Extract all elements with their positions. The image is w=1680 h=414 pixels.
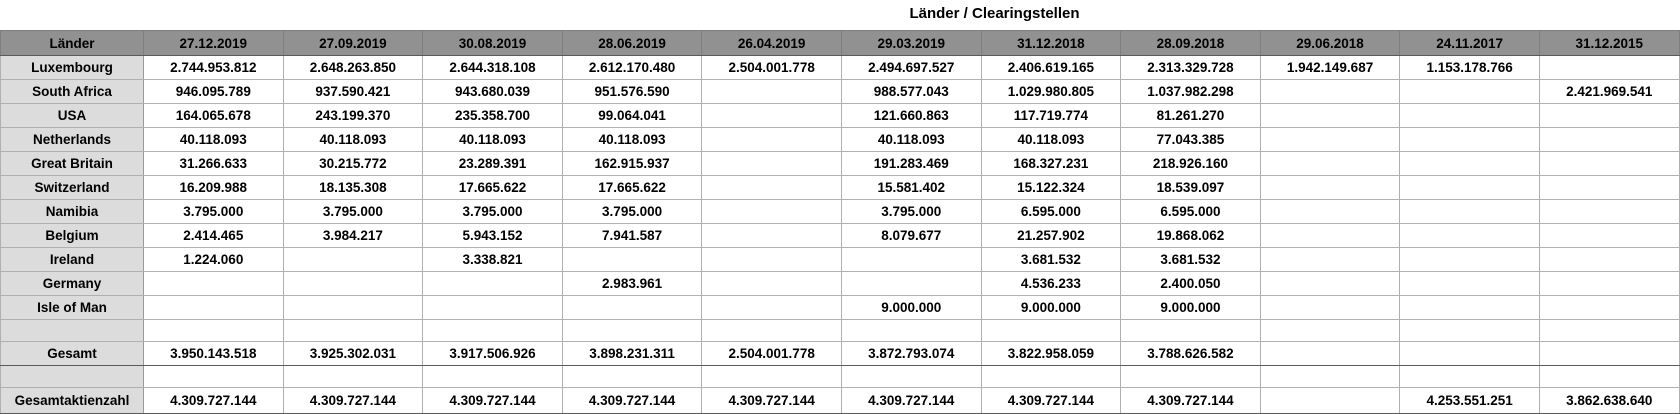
table-cell: 4.309.727.144 bbox=[562, 388, 702, 414]
table-cell bbox=[1539, 152, 1679, 176]
table-row bbox=[1, 388, 1680, 414]
table-cell bbox=[1539, 104, 1679, 128]
table-cell bbox=[1260, 388, 1400, 414]
table-row bbox=[1, 224, 1680, 248]
table-cell bbox=[1539, 200, 1679, 224]
table-cell bbox=[702, 200, 842, 224]
table-cell: 15.122.324 bbox=[981, 176, 1121, 200]
table-cell bbox=[702, 152, 842, 176]
row-label: South Africa bbox=[1, 80, 144, 104]
table-cell bbox=[1121, 320, 1261, 342]
table-cell: 21.257.902 bbox=[981, 224, 1121, 248]
table-cell bbox=[1400, 128, 1540, 152]
table-cell bbox=[702, 80, 842, 104]
table-cell: 3.795.000 bbox=[144, 200, 284, 224]
table-row bbox=[1, 56, 1680, 80]
table-cell: 9.000.000 bbox=[841, 296, 981, 320]
table-cell bbox=[1539, 296, 1679, 320]
table-cell: 99.064.041 bbox=[562, 104, 702, 128]
row-label: Germany bbox=[1, 272, 144, 296]
table-cell: 121.660.863 bbox=[841, 104, 981, 128]
table-cell bbox=[562, 296, 702, 320]
table-cell: 4.309.727.144 bbox=[423, 388, 563, 414]
table-cell: 8.079.677 bbox=[841, 224, 981, 248]
table-cell: 3.788.626.582 bbox=[1121, 342, 1261, 366]
table-cell: 2.313.329.728 bbox=[1121, 56, 1261, 80]
table-row bbox=[1, 128, 1680, 152]
table-cell bbox=[283, 296, 423, 320]
table-cell: 3.681.532 bbox=[981, 248, 1121, 272]
table-cell: 4.309.727.144 bbox=[702, 388, 842, 414]
table-cell bbox=[1121, 366, 1261, 388]
table-cell: 30.215.772 bbox=[283, 152, 423, 176]
table-cell bbox=[702, 296, 842, 320]
table-cell: 1.942.149.687 bbox=[1260, 56, 1400, 80]
column-header-date[interactable]: 30.08.2019 bbox=[423, 31, 563, 56]
row-label bbox=[1, 366, 144, 388]
table-cell: 17.665.622 bbox=[423, 176, 563, 200]
row-label: Gesamtaktienzahl bbox=[1, 388, 144, 414]
table-cell bbox=[1539, 320, 1679, 342]
page-title: Länder / Clearingstellen bbox=[909, 5, 1080, 22]
table-cell: 4.309.727.144 bbox=[841, 388, 981, 414]
table-row bbox=[1, 272, 1680, 296]
table-cell: 164.065.678 bbox=[144, 104, 284, 128]
table-cell: 218.926.160 bbox=[1121, 152, 1261, 176]
table-cell bbox=[841, 272, 981, 296]
table-cell: 18.539.097 bbox=[1121, 176, 1261, 200]
table-cell: 2.406.619.165 bbox=[981, 56, 1121, 80]
row-label: Luxembourg bbox=[1, 56, 144, 80]
table-body bbox=[1, 56, 1680, 414]
table-cell bbox=[702, 104, 842, 128]
table-cell bbox=[562, 248, 702, 272]
table-cell: 1.029.980.805 bbox=[981, 80, 1121, 104]
table-cell: 168.327.231 bbox=[981, 152, 1121, 176]
table-cell: 81.261.270 bbox=[1121, 104, 1261, 128]
row-label: USA bbox=[1, 104, 144, 128]
table-cell bbox=[562, 320, 702, 342]
table-header-row bbox=[1, 31, 1680, 56]
table-cell: 243.199.370 bbox=[283, 104, 423, 128]
table-row bbox=[1, 296, 1680, 320]
table-cell: 1.037.982.298 bbox=[1121, 80, 1261, 104]
table-cell bbox=[283, 320, 423, 342]
column-header-date[interactable]: 29.06.2018 bbox=[1260, 31, 1400, 56]
table-cell: 3.984.217 bbox=[283, 224, 423, 248]
table-cell: 3.795.000 bbox=[423, 200, 563, 224]
column-header-date[interactable]: 27.12.2019 bbox=[144, 31, 284, 56]
table-cell: 16.209.988 bbox=[144, 176, 284, 200]
column-header-date[interactable]: 24.11.2017 bbox=[1400, 31, 1540, 56]
table-cell: 3.681.532 bbox=[1121, 248, 1261, 272]
table-cell bbox=[1539, 224, 1679, 248]
table-cell bbox=[981, 320, 1121, 342]
table-cell: 2.400.050 bbox=[1121, 272, 1261, 296]
table-cell: 6.595.000 bbox=[1121, 200, 1261, 224]
row-label: Gesamt bbox=[1, 342, 144, 366]
column-header-date[interactable]: 31.12.2015 bbox=[1539, 31, 1679, 56]
table-cell: 943.680.039 bbox=[423, 80, 563, 104]
table-cell bbox=[1539, 56, 1679, 80]
table-cell: 2.504.001.778 bbox=[702, 56, 842, 80]
table-cell: 117.719.774 bbox=[981, 104, 1121, 128]
table-cell: 1.153.178.766 bbox=[1400, 56, 1540, 80]
table-cell bbox=[981, 366, 1121, 388]
table-cell bbox=[423, 320, 563, 342]
table-cell bbox=[1260, 176, 1400, 200]
table-cell bbox=[1260, 272, 1400, 296]
table-cell: 4.309.727.144 bbox=[981, 388, 1121, 414]
table-cell bbox=[1260, 320, 1400, 342]
table-cell: 4.309.727.144 bbox=[1121, 388, 1261, 414]
column-header-date[interactable]: 29.03.2019 bbox=[841, 31, 981, 56]
table-cell: 15.581.402 bbox=[841, 176, 981, 200]
table-cell bbox=[1260, 104, 1400, 128]
table-cell bbox=[1400, 296, 1540, 320]
table-cell: 2.421.969.541 bbox=[1539, 80, 1679, 104]
table-cell: 2.983.961 bbox=[562, 272, 702, 296]
table-cell bbox=[562, 366, 702, 388]
table-cell: 3.795.000 bbox=[841, 200, 981, 224]
table-cell: 5.943.152 bbox=[423, 224, 563, 248]
table-cell: 2.648.263.850 bbox=[283, 56, 423, 80]
table-cell: 2.644.318.108 bbox=[423, 56, 563, 80]
table-cell bbox=[1260, 152, 1400, 176]
table-cell: 19.868.062 bbox=[1121, 224, 1261, 248]
table-cell: 191.283.469 bbox=[841, 152, 981, 176]
table-cell bbox=[702, 248, 842, 272]
table-cell: 40.118.093 bbox=[423, 128, 563, 152]
table-spacer-row bbox=[1, 366, 1680, 388]
table-cell: 7.941.587 bbox=[562, 224, 702, 248]
table-cell bbox=[1400, 342, 1540, 366]
table-cell: 40.118.093 bbox=[981, 128, 1121, 152]
table-cell: 946.095.789 bbox=[144, 80, 284, 104]
table-cell: 3.795.000 bbox=[283, 200, 423, 224]
table-cell: 162.915.937 bbox=[562, 152, 702, 176]
table-cell: 951.576.590 bbox=[562, 80, 702, 104]
countries-clearing-table bbox=[0, 30, 1680, 414]
table-cell bbox=[423, 272, 563, 296]
row-label: Isle of Man bbox=[1, 296, 144, 320]
table-cell: 4.253.551.251 bbox=[1400, 388, 1540, 414]
table-cell bbox=[1539, 342, 1679, 366]
table-spacer-row bbox=[1, 320, 1680, 342]
table-cell bbox=[1539, 128, 1679, 152]
table-cell bbox=[423, 366, 563, 388]
table-cell: 77.043.385 bbox=[1121, 128, 1261, 152]
table-cell: 1.224.060 bbox=[144, 248, 284, 272]
table-cell: 3.925.302.031 bbox=[283, 342, 423, 366]
table-row bbox=[1, 176, 1680, 200]
table-cell bbox=[1539, 248, 1679, 272]
table-cell bbox=[1400, 248, 1540, 272]
column-header-date[interactable]: 27.09.2019 bbox=[283, 31, 423, 56]
table-cell: 2.504.001.778 bbox=[702, 342, 842, 366]
table-cell bbox=[1400, 200, 1540, 224]
table-row bbox=[1, 152, 1680, 176]
table-cell bbox=[283, 366, 423, 388]
table-cell bbox=[841, 248, 981, 272]
row-label bbox=[1, 320, 144, 342]
table-cell: 2.612.170.480 bbox=[562, 56, 702, 80]
table-cell bbox=[1260, 80, 1400, 104]
table-cell: 40.118.093 bbox=[841, 128, 981, 152]
table-cell bbox=[283, 272, 423, 296]
table-cell bbox=[702, 128, 842, 152]
table-cell bbox=[144, 296, 284, 320]
table-cell: 235.358.700 bbox=[423, 104, 563, 128]
table-cell bbox=[1400, 272, 1540, 296]
table-cell: 3.898.231.311 bbox=[562, 342, 702, 366]
table-cell: 3.872.793.074 bbox=[841, 342, 981, 366]
table-cell bbox=[1539, 176, 1679, 200]
table-row bbox=[1, 342, 1680, 366]
table-cell bbox=[1400, 224, 1540, 248]
table-cell bbox=[702, 320, 842, 342]
table-cell bbox=[1400, 104, 1540, 128]
table-cell bbox=[283, 248, 423, 272]
table-cell: 4.309.727.144 bbox=[283, 388, 423, 414]
table-cell bbox=[423, 296, 563, 320]
table-cell bbox=[1539, 366, 1679, 388]
table-row bbox=[1, 104, 1680, 128]
table-cell: 9.000.000 bbox=[1121, 296, 1261, 320]
table-cell bbox=[702, 272, 842, 296]
table-cell bbox=[1539, 272, 1679, 296]
table-cell: 18.135.308 bbox=[283, 176, 423, 200]
table-cell bbox=[144, 272, 284, 296]
table-cell: 2.494.697.527 bbox=[841, 56, 981, 80]
table-cell: 3.950.143.518 bbox=[144, 342, 284, 366]
table-cell: 40.118.093 bbox=[562, 128, 702, 152]
table-cell bbox=[144, 366, 284, 388]
table-cell bbox=[702, 176, 842, 200]
table-cell bbox=[1400, 152, 1540, 176]
table-cell bbox=[1260, 248, 1400, 272]
table-cell bbox=[1400, 176, 1540, 200]
table-row bbox=[1, 200, 1680, 224]
table-cell bbox=[702, 224, 842, 248]
row-label: Belgium bbox=[1, 224, 144, 248]
column-header-date[interactable]: 26.04.2019 bbox=[702, 31, 842, 56]
table-cell bbox=[1400, 80, 1540, 104]
table-cell: 2.744.953.812 bbox=[144, 56, 284, 80]
table-cell: 4.309.727.144 bbox=[144, 388, 284, 414]
column-header-countries[interactable]: Länder bbox=[1, 31, 144, 56]
table-cell: 17.665.622 bbox=[562, 176, 702, 200]
table-cell: 3.822.958.059 bbox=[981, 342, 1121, 366]
column-header-date[interactable]: 28.09.2018 bbox=[1121, 31, 1261, 56]
table-cell: 9.000.000 bbox=[981, 296, 1121, 320]
table-cell: 6.595.000 bbox=[981, 200, 1121, 224]
table-cell bbox=[702, 366, 842, 388]
table-cell bbox=[1260, 366, 1400, 388]
table-cell: 40.118.093 bbox=[283, 128, 423, 152]
table-cell: 40.118.093 bbox=[144, 128, 284, 152]
column-header-date[interactable]: 28.06.2019 bbox=[562, 31, 702, 56]
table-cell bbox=[1260, 224, 1400, 248]
row-label: Great Britain bbox=[1, 152, 144, 176]
table-cell: 2.414.465 bbox=[144, 224, 284, 248]
table-cell: 937.590.421 bbox=[283, 80, 423, 104]
table-cell: 3.917.506.926 bbox=[423, 342, 563, 366]
table-cell bbox=[144, 320, 284, 342]
table-cell bbox=[1260, 128, 1400, 152]
row-label: Netherlands bbox=[1, 128, 144, 152]
table-cell bbox=[1260, 342, 1400, 366]
table-cell: 3.795.000 bbox=[562, 200, 702, 224]
row-label: Namibia bbox=[1, 200, 144, 224]
table-cell: 4.536.233 bbox=[981, 272, 1121, 296]
column-header-date[interactable]: 31.12.2018 bbox=[981, 31, 1121, 56]
table-cell: 988.577.043 bbox=[841, 80, 981, 104]
table-cell: 23.289.391 bbox=[423, 152, 563, 176]
table-cell: 31.266.633 bbox=[144, 152, 284, 176]
table-cell: 3.338.821 bbox=[423, 248, 563, 272]
table-cell bbox=[841, 366, 981, 388]
row-label: Switzerland bbox=[1, 176, 144, 200]
table-cell: 3.862.638.640 bbox=[1539, 388, 1679, 414]
table-cell bbox=[1400, 320, 1540, 342]
table-cell bbox=[1260, 200, 1400, 224]
table-cell bbox=[841, 320, 981, 342]
table-row bbox=[1, 80, 1680, 104]
table-row bbox=[1, 248, 1680, 272]
row-label: Ireland bbox=[1, 248, 144, 272]
table-cell bbox=[1400, 366, 1540, 388]
table-cell bbox=[1260, 296, 1400, 320]
